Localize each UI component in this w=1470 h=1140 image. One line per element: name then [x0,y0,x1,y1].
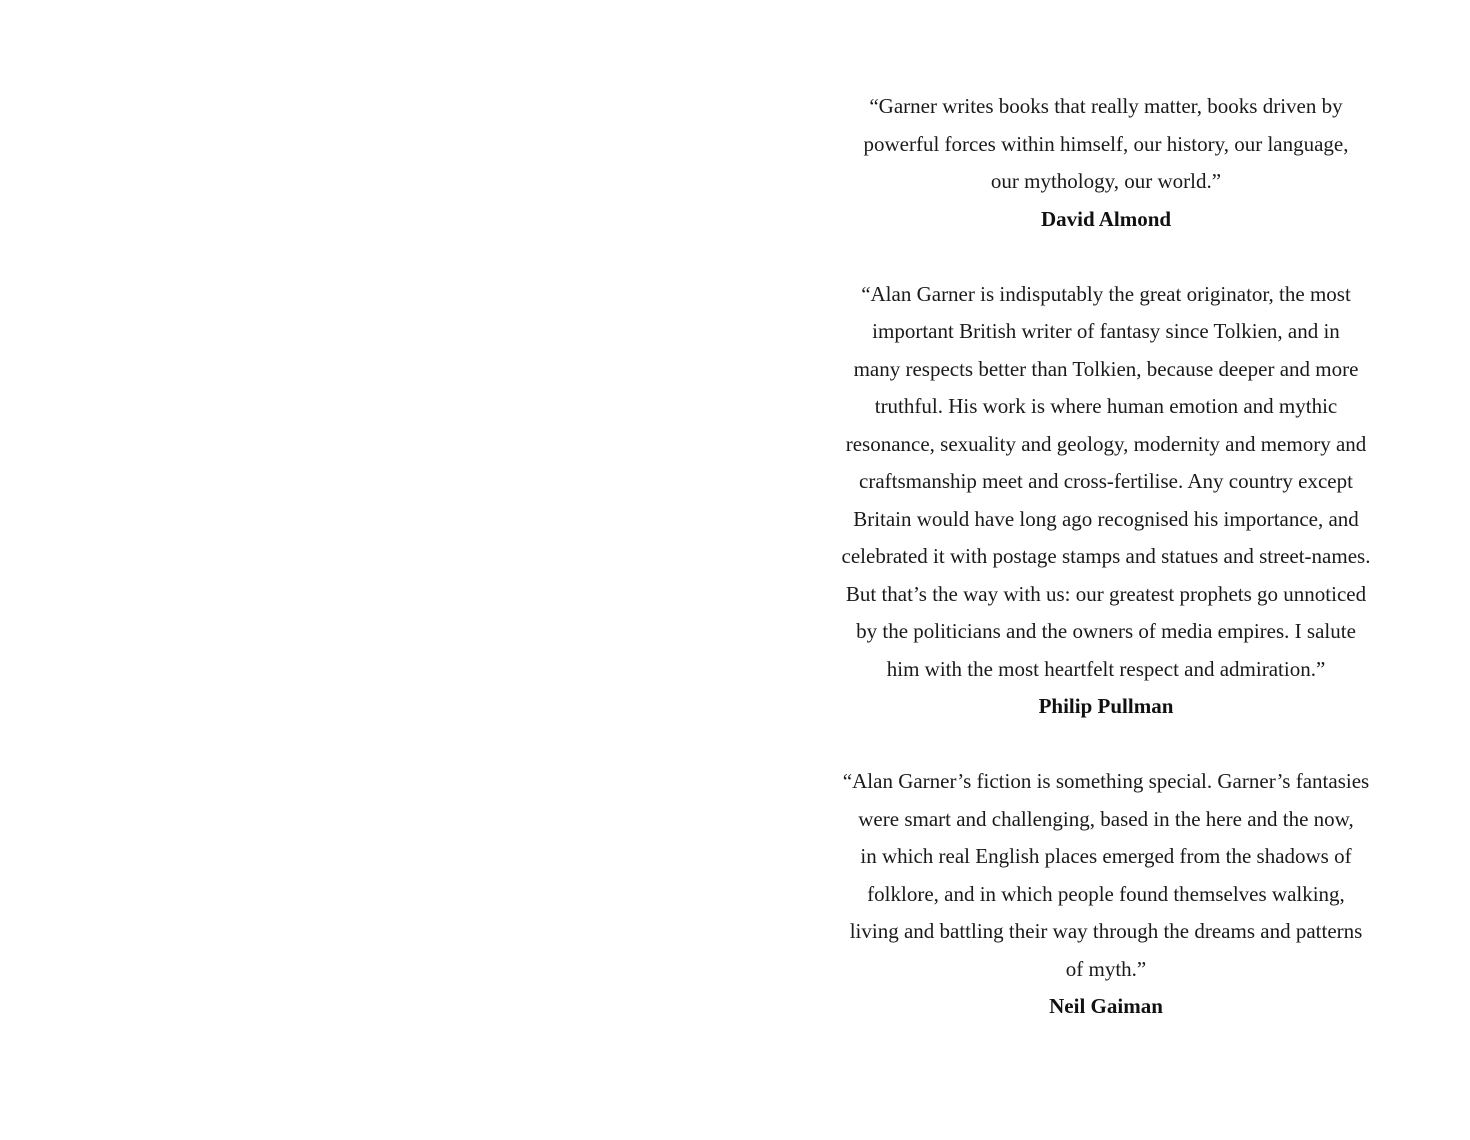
quote-line: of myth.” [1065,956,1147,981]
quote-line: folklore, and in which people found themselves walking, [867,881,1345,906]
quote-line: by the politicians and the owners of media empires. I salute [856,619,1356,643]
quote-author: Neil Gaiman [1049,994,1163,1018]
quote-line: him with the most heartfelt respect and admiration.” [886,656,1326,681]
quote-line: important British writer of fantasy since Tolkien, and in [872,319,1340,343]
quote-line: truthful. His work is where human emotion and mythic [874,394,1338,418]
quote-line: many respects better than Tolkien, because deeper and more [853,356,1359,381]
quote-philip-pullman [807,276,1405,726]
quote-neil-gaiman [807,763,1405,1026]
quote-line: “Alan Garner’s fiction is something special. Garner’s fantasies [842,769,1370,793]
quote-line: our mythology, our world.” [990,169,1222,193]
quote-line: living and battling their way through the dreams and patterns [849,919,1363,943]
quote-line: “Alan Garner is indisputably the great originator, the most [861,281,1351,306]
quote-line: were smart and challenging, based in the here and the now, [858,806,1354,831]
quote-line: celebrated it with postage stamps and statues and street-names. [841,544,1371,568]
quote-line: powerful forces within himself, our history, our language, [863,131,1349,156]
quote-author: David Almond [1040,206,1172,231]
quote-david-almond [807,88,1405,238]
quote-line: “Garner writes books that really matter, books driven by [869,94,1343,118]
right-page [735,0,1470,1140]
praise-quotes [807,88,1405,1063]
quote-line: Britain would have long ago recognised his importance, and [853,506,1359,531]
quote-line: in which real English places emerged from the shadows of [860,844,1352,868]
quote-line: craftsmanship meet and cross-fertilise. Any country except [859,469,1353,493]
quote-line: resonance, sexuality and geology, modernity and memory and [845,431,1367,456]
quote-author: Philip Pullman [1038,694,1174,718]
quote-line: But that’s the way with us: our greatest prophets go unnoticed [845,581,1367,606]
